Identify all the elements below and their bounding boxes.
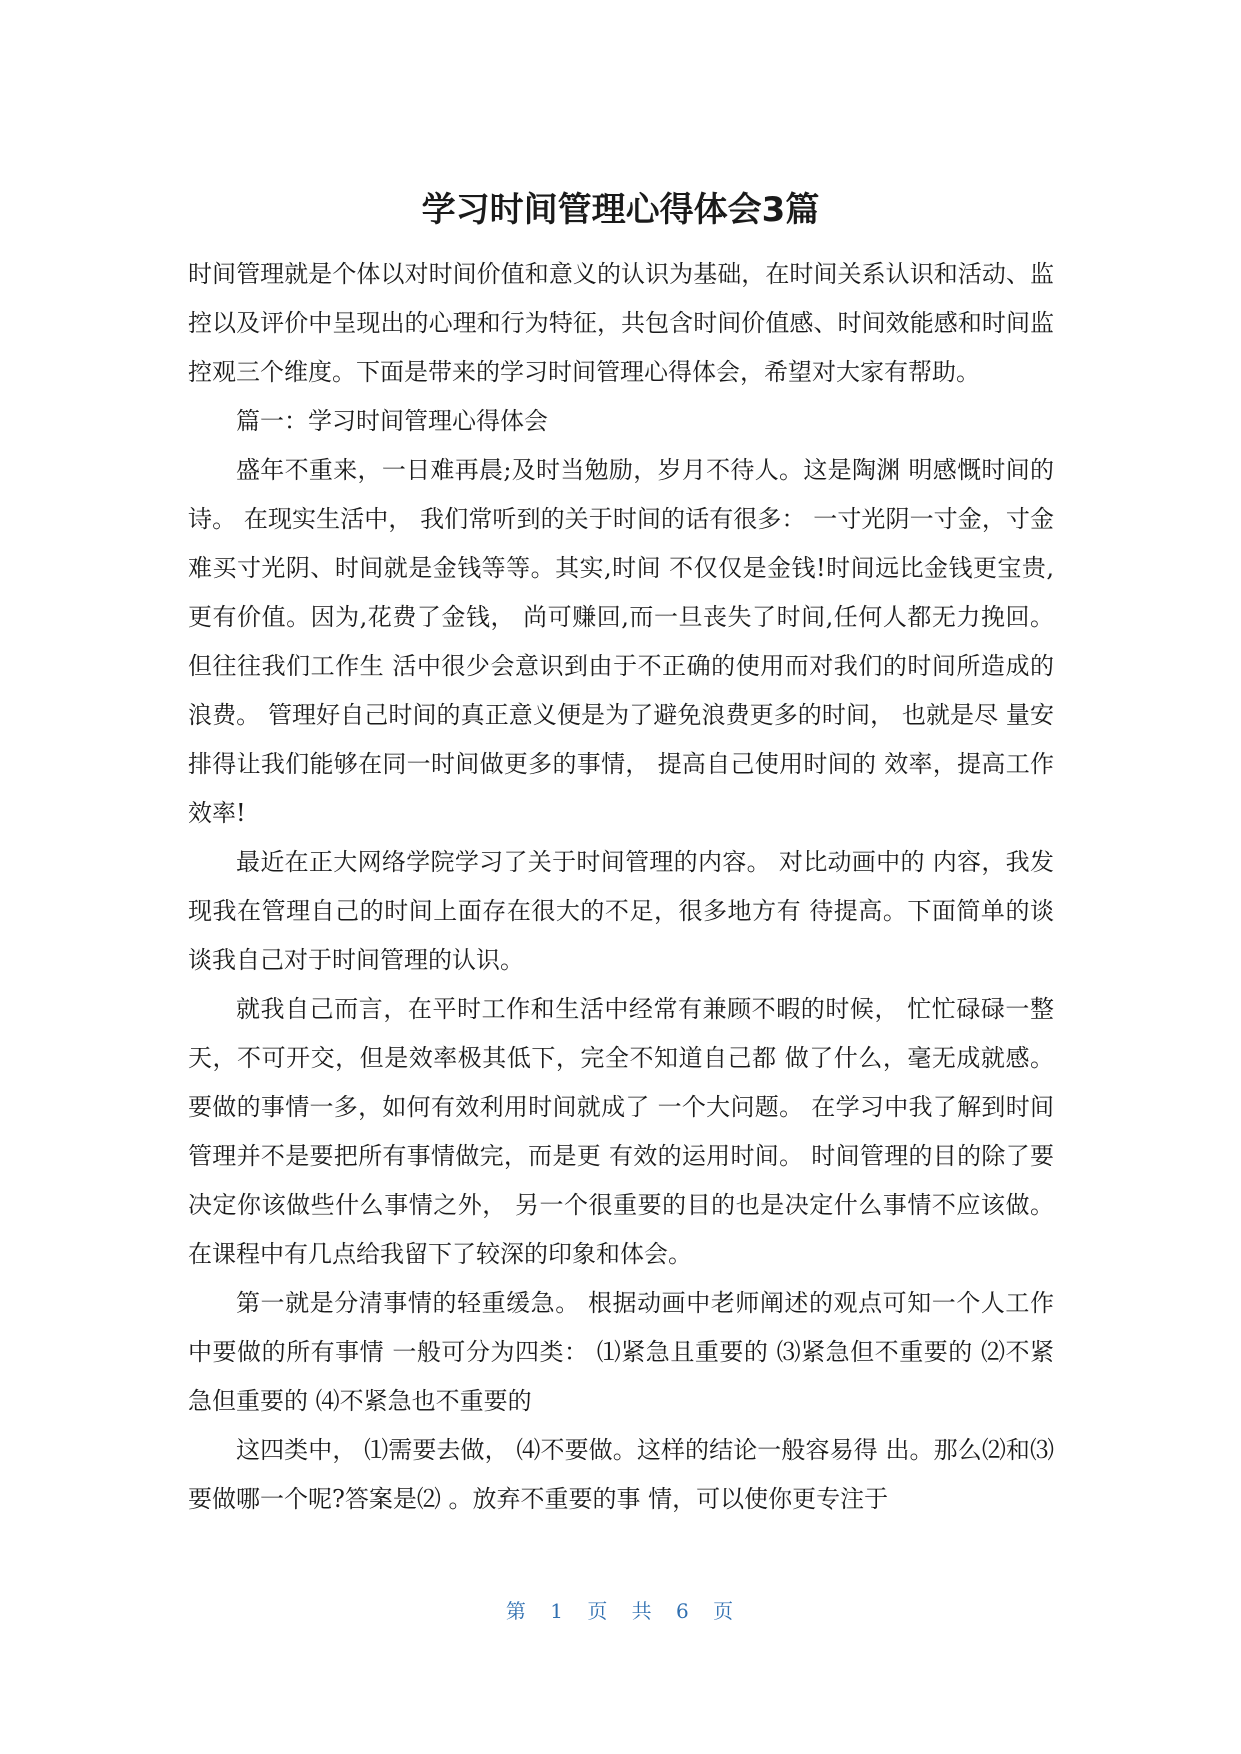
footer-page-of-label: 页 共 [587,1599,654,1623]
body-paragraph: 就我自己而言，在平时工作和生活中经常有兼顾不暇的时候， 忙忙碌碌一整天，不可开交，但是效率极其低下，完全不知道自己都 做了什么，毫无成就感。要做的事情一多，如何有效利用时间就成了 一个大问题。 在学习中我了解到时间管理并不是要把所有事情做完，而是更 有效的运用时间。 时间管理的目的除了要决定你该做些什么事情之外， 另一个很重要的目的也是决定什么事情不应该做。 在课程中有几点给我留下了较深的印象和体会。 [188,995,1054,1268]
body-paragraph: 这四类中， ⑴需要去做， ⑷不要做。这样的结论一般容易得 出。那么⑵和⑶要做哪一个呢?答案是⑵ 。放弃不重要的事 情，可以使你更专注于 [188,1436,1054,1513]
page-footer [0,1596,1241,1626]
document-body [188,250,1054,1524]
body-paragraph: 盛年不重来，一日难再晨;及时当勉励，岁月不待人。这是陶渊 明感慨时间的诗。 在现实生活中， 我们常听到的关于时间的话有很多： 一寸光阴一寸金，寸金难买寸光阴、时间就是金钱等等。其实,时间 不仅仅是金钱!时间远比金钱更宝贵,更有价值。因为,花费了金钱， 尚可赚回,而一旦丧失了时间,任何人都无力挽回。 但往往我们工作生 活中很少会意识到由于不正确的使用而对我们的时间所造成的浪费。 管理好自己时间的真正意义便是为了避免浪费更多的时间， 也就是尽 量安排得让我们能够在同一时间做更多的事情， 提高自己使用时间的 效率，提高工作效率! [188,456,1054,827]
body-paragraph: 最近在正大网络学院学习了关于时间管理的内容。 对比动画中的 内容，我发现我在管理自己的时间上面存在很大的不足，很多地方有 待提高。下面简单的谈谈我自己对于时间管理的认识。 [188,848,1054,974]
footer-total-pages: 6 [676,1599,691,1623]
intro-paragraph: 时间管理就是个体以对时间价值和意义的认识为基础，在时间关系认识和活动、监控以及评价中呈现出的心理和行为特征，共包含时间价值感、时间效能感和时间监控观三个维度。下面是带来的学习时间管理心得体会，希望对大家有帮助。 [188,260,1054,386]
footer-page-number: 1 [550,1599,565,1623]
body-paragraph: 第一就是分清事情的轻重缓急。 根据动画中老师阐述的观点可知一个人工作中要做的所有事情 一般可分为四类： ⑴紧急且重要的 ⑶紧急但不重要的 ⑵不紧急但重要的 ⑷不紧急也不重要的 [188,1289,1054,1415]
footer-pages-label: 页 [713,1599,736,1623]
section-heading: 篇一：学习时间管理心得体会 [236,407,548,435]
footer-page-label: 第 [505,1599,528,1623]
document-title: 学习时间管理心得体会3篇 [421,190,820,230]
